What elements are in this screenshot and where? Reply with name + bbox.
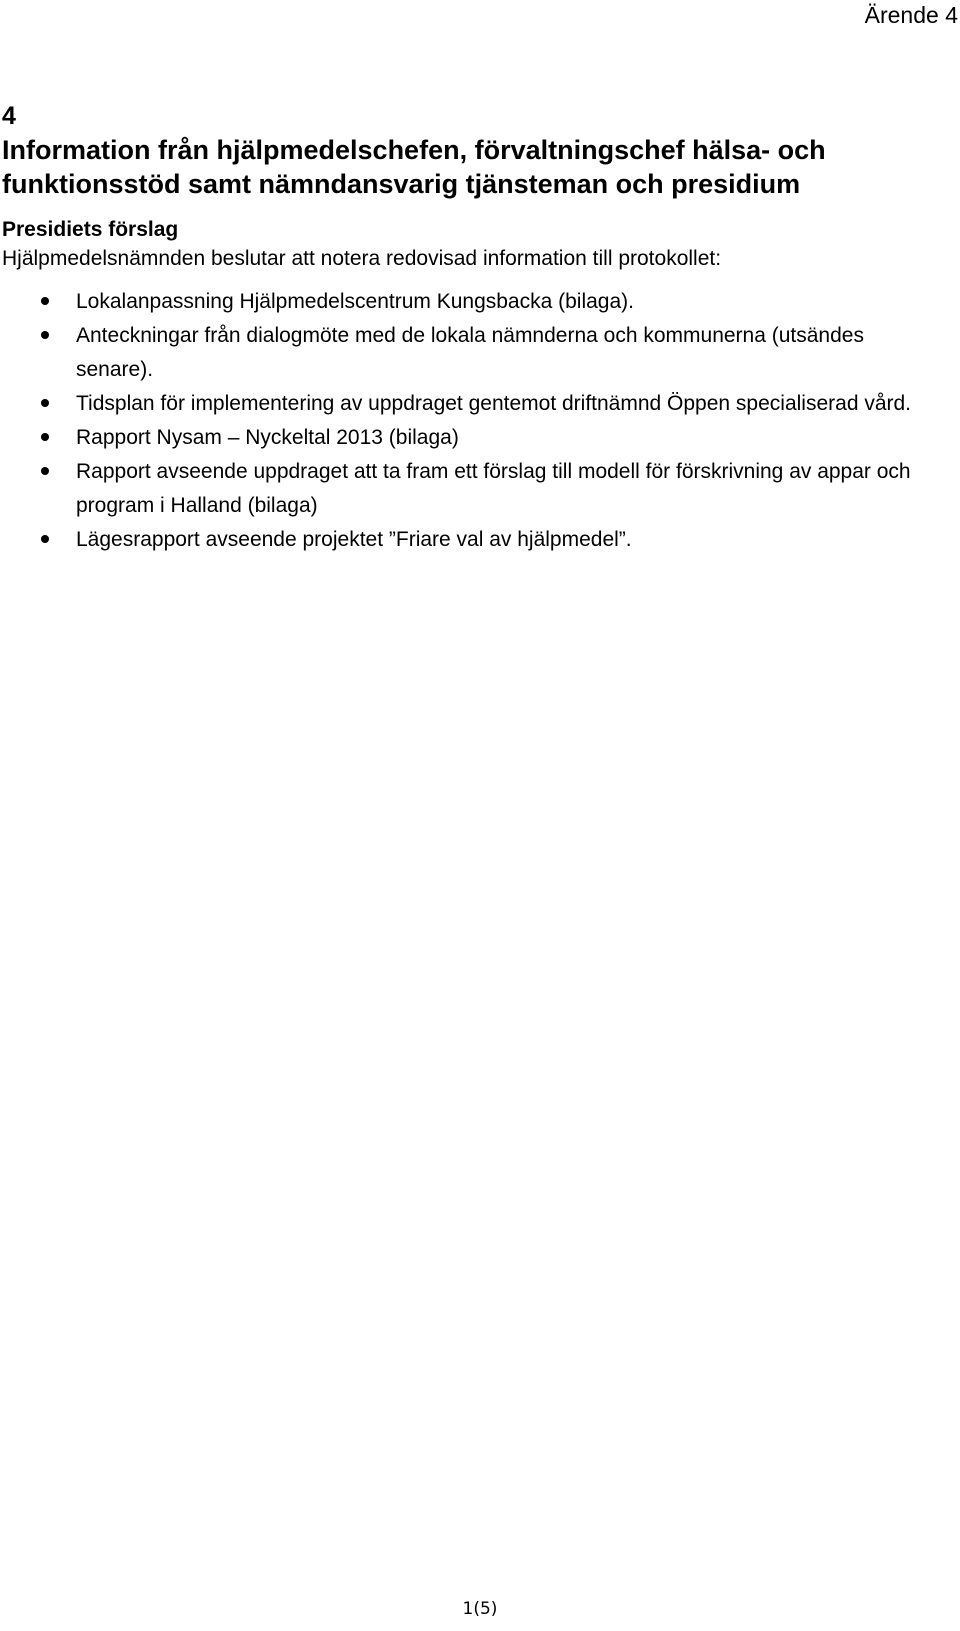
- list-item-text: Rapport Nysam – Nyckeltal 2013 (bilaga): [76, 426, 459, 449]
- list-item: [2, 523, 942, 557]
- list-item: [2, 421, 942, 455]
- proposal-heading: Presidiets förslag: [2, 218, 179, 241]
- page-number: 1(5): [462, 1599, 498, 1619]
- list-item: [2, 387, 942, 421]
- list-item-text: Anteckningar från dialogmöte med de lokala nämnderna och kommunerna (utsändes senare).: [76, 324, 864, 381]
- bullet-icon: [41, 535, 49, 543]
- bullet-icon: [41, 433, 49, 441]
- bullet-icon: [41, 331, 49, 339]
- list-item-text: Rapport avseende uppdraget att ta fram ett förslag till modell för förskrivning av appar och program i Halland (bilaga): [76, 460, 911, 517]
- document-body: [2, 99, 948, 557]
- bullet-icon: [41, 467, 49, 475]
- list-item-text: Lägesrapport avseende projektet ”Friare val av hjälpmedel”.: [76, 528, 632, 551]
- decision-text: Hjälpmedelsnämnden beslutar att notera redovisad information till protokollet:: [2, 247, 722, 270]
- item-number: 4: [2, 102, 16, 130]
- list-item: [2, 319, 942, 387]
- information-list: [2, 285, 948, 557]
- bullet-icon: [41, 399, 49, 407]
- list-item-text: Tidsplan för implementering av uppdraget gentemot driftnämnd Öppen specialiserad vård.: [76, 392, 912, 415]
- case-number-label: Ärende 4: [864, 2, 958, 28]
- list-item: [2, 285, 942, 319]
- list-item-text: Lokalanpassning Hjälpmedelscentrum Kungsbacka (bilaga).: [76, 290, 634, 313]
- bullet-icon: [41, 297, 49, 305]
- list-item: [2, 455, 942, 523]
- item-title: Information från hjälpmedelschefen, förvaltningschef hälsa- och funktionsstöd samt nämndansvarig tjänsteman och presidium: [2, 135, 826, 199]
